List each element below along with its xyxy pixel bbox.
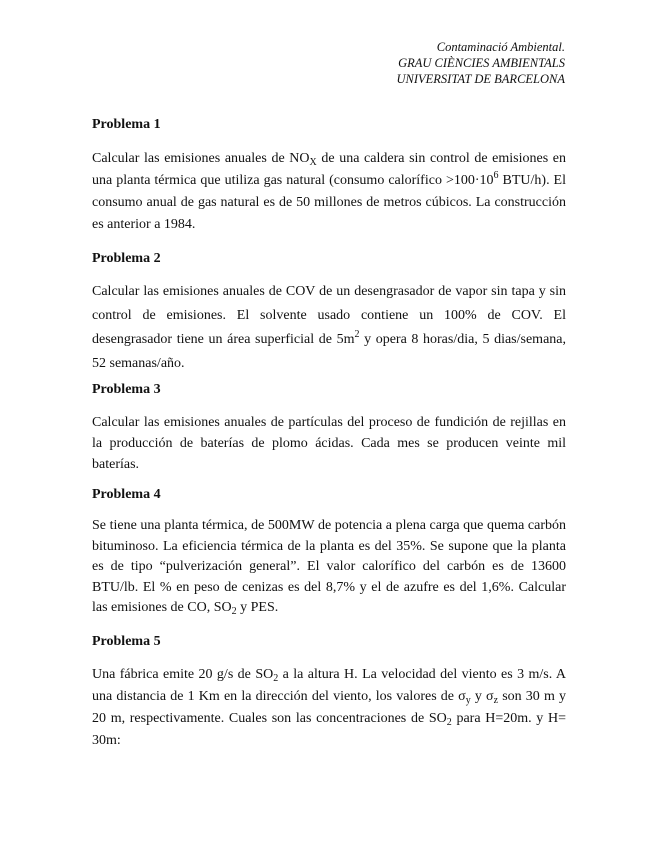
degree-name: GRAU CIÈNCIES AMBIENTALS [398,56,565,70]
problem-2-text: Calcular las emisiones anuales de COV de un desengrasador de vapor sin tapa y sin control de emisiones. El solvente usado contiene un 100% de COV. El desengrasador tiene un área superficial de $5m^2$ y opera 8 horas/dia, 5 dias/semana, 52 semanas/año. [92,284,566,371]
problem-1-text: Calcular las emisiones anuales de $NO_X$ de una caldera sin control de emisiones en una planta térmica que utiliza gas natural (consumo calorífico $>100\cdot 10^6$ BTU/h). El consumo anual de gas natural es de 50 millones de metros cúbicos. La construcción es anterior a 1984. [92,151,567,232]
problem-4-text: Se tiene una planta térmica, de 500MW de potencia a plena carga que quema carbón bituminoso. La eficiencia térmica de la planta es del 35%. Se supone que la planta es de tipo “pulverización general”. El valor calorífico del carbón es de 13600 BTU/lb. El % en peso de cenizas es del 8,7% y el de azufre es del 1,6%. Calcular las emisiones de CO, $SO_2$ y PES. [92,518,566,617]
problem-5-title: Problema 5 [92,634,161,649]
university-name: UNIVERSITAT DE BARCELONA [396,72,565,86]
document-header [396,39,565,87]
course-title: Contaminació Ambiental. [436,40,565,54]
problem-4-title: Problema 4 [92,487,161,502]
problem-2-title: Problema 2 [92,251,161,266]
problem-5-text: Una fábrica emite 20 g/s de $SO_2$ a la altura H. La velocidad del viento es 3 m/s. A una distancia de 1 Km en la dirección del viento, los valores de $\sigma_y$ y $\sigma_z$ son 30 m y 20 m, respectivamente. Cuales son las concentraciones de $SO_2$ para H=20m. y H= 30m: [92,667,567,748]
problem-3-text: Calcular las emisiones anuales de partículas del proceso de fundición de rejillas en la producción de baterías de plomo ácidas. Cada mes se producen veinte mil baterías. [92,415,566,472]
problem-1-title: Problema 1 [92,117,161,132]
problem-3-title: Problema 3 [92,382,161,397]
